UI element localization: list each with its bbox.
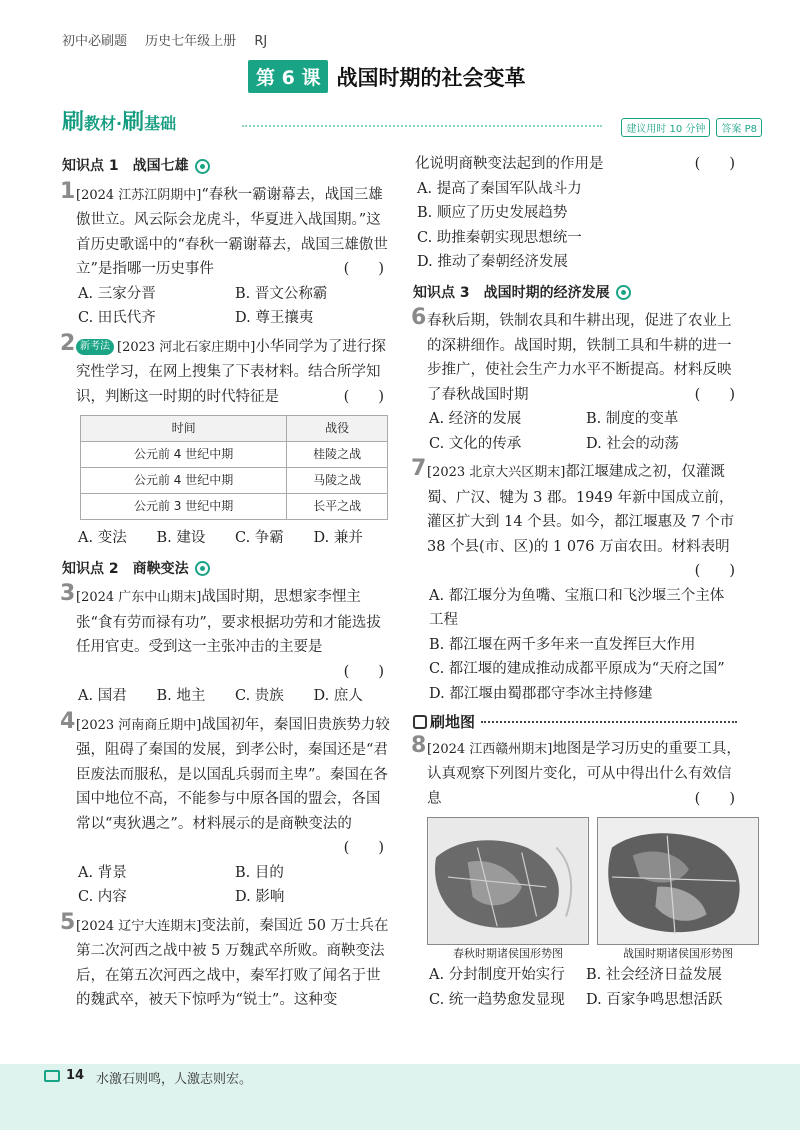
answer-blank[interactable]: ( ) <box>694 156 735 172</box>
question-text: 变法前，秦国近 50 万士兵在第二次河西之战中被 5 万魏武卒所败。商鞅变法后，在第五次河西之战中，秦军打败了闻名于世的魏武卒，被天下惊呼为“锐士”。这种变 <box>76 917 389 1008</box>
answer-blank[interactable]: ( ) <box>694 386 735 403</box>
options <box>76 526 392 551</box>
options <box>76 861 392 910</box>
option-d[interactable]: D. 社会的动荡 <box>586 435 679 452</box>
options <box>76 684 392 709</box>
option-b[interactable]: B. 地主 <box>156 688 206 704</box>
option-b[interactable]: B. 顺应了历史发展趋势 <box>417 205 568 221</box>
question-2 <box>60 330 392 551</box>
question-1 <box>60 178 392 331</box>
book-icon <box>44 1070 60 1082</box>
banner-char: 刷 <box>62 110 85 135</box>
option-d[interactable]: D. 推动了秦朝经济发展 <box>417 254 568 270</box>
edition: RJ <box>254 34 268 49</box>
option-d[interactable]: D. 兼并 <box>313 530 363 546</box>
question-number: 1 <box>60 178 76 204</box>
option-d[interactable]: D. 都江堰由蜀郡郡守李冰主持修建 <box>429 685 653 702</box>
option-a[interactable]: A. 国君 <box>78 688 127 704</box>
question-source: [2023 河北石家庄期中] <box>117 339 256 355</box>
option-c[interactable]: C. 贵族 <box>235 688 284 704</box>
option-a[interactable]: A. 背景 <box>78 864 127 881</box>
answer-blank[interactable]: ( ) <box>343 840 384 856</box>
option-b[interactable]: B. 目的 <box>235 864 284 881</box>
question-number: 5 <box>60 909 76 935</box>
banner-word: 基础 <box>144 114 177 133</box>
option-a[interactable]: A. 都江堰分为鱼嘴、宝瓶口和飞沙堰三个主体 <box>429 587 725 604</box>
banner-dot: · <box>116 114 123 133</box>
time-label <box>621 118 710 137</box>
map-spring-autumn <box>427 817 589 963</box>
target-icon <box>616 285 631 300</box>
table-row <box>81 442 388 468</box>
question-text: 战国时期，思想家李悝主张“食有劳而禄有功”，要求根据功劳和才能选拔任用官吏。受到这一主张冲击的主要是 <box>76 589 381 655</box>
page-number: 14 <box>66 1068 85 1083</box>
lesson-heading <box>248 60 525 93</box>
right-column <box>413 152 743 1014</box>
target-icon <box>195 561 210 576</box>
knowledge-point-2 <box>62 557 392 582</box>
target-icon <box>195 159 210 174</box>
map-section-label: 刷地图 <box>430 713 476 731</box>
options <box>76 282 392 331</box>
question-6 <box>411 305 743 456</box>
option-c[interactable]: C. 文化的传承 <box>429 435 522 452</box>
question-text: 春秋后期，铁制农具和牛耕出现，促进了农业上的深耕细作。战国时期，铁制工具和牛耕的进一步推广，使社会生产力水平不断提高。材料反映了春秋战国时期 <box>427 313 732 403</box>
option-c[interactable]: C. 助推秦朝实现思想统一 <box>417 229 582 246</box>
question-number: 3 <box>60 581 76 606</box>
table-cell: 公元前 4 世纪中期 <box>81 468 287 494</box>
question-5 <box>60 909 392 1013</box>
footer-motto: 水激石则鸣，人激志则宏。 <box>96 1072 253 1087</box>
knowledge-point-3 <box>413 281 743 306</box>
time-value: 10 分钟 <box>669 124 706 135</box>
lesson-number: 第 6 课 <box>248 60 328 93</box>
option-a[interactable]: A. 三家分晋 <box>78 285 156 302</box>
option-c[interactable]: C. 都江堰的建成推动成都平原成为“天府之国” <box>429 661 725 677</box>
banner-divider <box>242 125 602 127</box>
question-3 <box>60 581 392 709</box>
new-method-badge: 新考法 <box>76 339 114 355</box>
lesson-title: 战国时期的社会变革 <box>336 65 526 90</box>
option-c[interactable]: C. 内容 <box>78 889 127 905</box>
table-cell: 马陵之战 <box>287 468 388 494</box>
question-5-continued <box>413 152 743 275</box>
banner-word: 教材 <box>84 114 117 133</box>
question-number: 2 <box>60 330 76 356</box>
question-source: [2023 北京大兴区期末] <box>427 465 566 480</box>
table-row <box>81 468 388 494</box>
option-d[interactable]: D. 百家争鸣思想活跃 <box>586 991 723 1008</box>
left-column <box>62 152 392 1015</box>
book-header <box>62 30 281 49</box>
answer-page: P8 <box>744 124 757 135</box>
kp-title: 知识点 3 战国时期的经济发展 <box>413 284 610 301</box>
option-b[interactable]: B. 建设 <box>156 530 206 546</box>
question-number: 6 <box>411 305 427 330</box>
series-name: 初中必刷题 <box>62 34 128 49</box>
question-source: [2024 江西赣州期末] <box>427 741 553 757</box>
question-source: [2024 江苏江阴期中] <box>76 187 202 203</box>
options <box>415 177 743 275</box>
table-row <box>81 494 388 520</box>
map-image <box>597 817 759 945</box>
question-number: 8 <box>411 732 427 758</box>
option-a[interactable]: A. 变法 <box>78 530 127 546</box>
question-8 <box>411 732 743 1013</box>
map-caption: 春秋时期诸侯国形势图 <box>453 947 563 960</box>
map-warring-states <box>597 817 759 963</box>
time-text: 建议用时 <box>626 124 667 135</box>
answer-blank[interactable]: ( ) <box>343 261 384 277</box>
question-text: “春秋一霸谢幕去，战国三雄傲世立。风云际会龙虎斗，华夏进入战国期。”这首历史歌谣中的“春秋一霸谢幕去，战国三雄傲世立”是指哪一历史事件 <box>76 186 388 277</box>
option-b[interactable]: B. 都江堰在两千多年来一直发挥巨大作用 <box>429 636 696 653</box>
options <box>427 407 743 456</box>
option-c[interactable]: C. 统一趋势愈发显现 <box>429 991 565 1008</box>
knowledge-point-1 <box>62 154 392 179</box>
maps-row <box>427 817 743 963</box>
table-cell: 长平之战 <box>287 494 388 520</box>
map-book-icon <box>413 715 427 729</box>
table-cell: 公元前 3 世纪中期 <box>81 494 287 520</box>
answer-label <box>716 118 762 137</box>
banner-meta <box>621 118 762 137</box>
banner-title <box>62 105 176 136</box>
table-header <box>81 416 388 442</box>
answer-blank[interactable]: ( ) <box>343 663 384 680</box>
kp-title: 知识点 2 商鞅变法 <box>62 560 189 577</box>
banner-char: 刷 <box>122 110 145 135</box>
answer-text: 答案 <box>721 124 742 135</box>
question-source: [2024 辽宁大连期末] <box>76 918 202 934</box>
option-a-cont[interactable]: 工程 <box>429 612 458 628</box>
question-text: 化说明商鞅变法起到的作用是 <box>415 156 604 172</box>
section-divider <box>481 721 737 723</box>
option-d[interactable]: D. 影响 <box>235 889 285 905</box>
page-footer <box>0 1064 800 1130</box>
question-text: 地图是学习历史的重要工具，认真观察下列图片变化，可从中得出什么有效信息 <box>427 740 741 807</box>
battle-table <box>80 415 388 520</box>
question-number: 7 <box>411 456 427 481</box>
answer-blank[interactable]: ( ) <box>694 563 735 579</box>
table-cell: 公元前 4 世纪中期 <box>81 442 287 468</box>
option-c[interactable]: C. 田氏代齐 <box>78 310 156 326</box>
answer-blank[interactable]: ( ) <box>343 388 384 405</box>
answer-blank[interactable]: ( ) <box>694 790 735 807</box>
map-caption: 战国时期诸侯国形势图 <box>623 947 733 960</box>
col-battle: 战役 <box>287 416 388 442</box>
option-d[interactable]: D. 尊王攘夷 <box>235 310 314 326</box>
option-c[interactable]: C. 争霸 <box>235 530 284 546</box>
option-a[interactable]: A. 分封制度开始实行 <box>429 967 565 983</box>
map-section-title <box>413 710 743 735</box>
question-text: 小华同学为了进行探究性学习，在网上搜集了下表材料。结合所学知识，判断这一时期的时代特征是 <box>76 338 386 405</box>
col-time: 时间 <box>81 416 287 442</box>
table-cell: 桂陵之战 <box>287 442 388 468</box>
options <box>427 584 743 707</box>
option-b[interactable]: B. 晋文公称霸 <box>235 285 328 302</box>
book-name: 历史七年级上册 <box>145 34 237 49</box>
option-b[interactable]: B. 制度的变革 <box>586 411 679 427</box>
kp-title: 知识点 1 战国七雄 <box>62 158 189 174</box>
question-4 <box>60 708 392 910</box>
question-number: 4 <box>60 708 76 734</box>
section-banner <box>62 105 762 143</box>
question-source: [2024 广东中山期末] <box>76 590 202 605</box>
question-source: [2023 河南商丘期中] <box>76 717 202 733</box>
option-b[interactable]: B. 社会经济日益发展 <box>586 967 722 983</box>
question-7 <box>411 456 743 706</box>
option-d[interactable]: D. 庶人 <box>313 688 363 704</box>
question-text: 战国初年，秦国旧贵族势力较强，阻碍了秦国的发展，到孝公时，秦国还是“君臣废法而服私，是以国乱兵弱而主卑”。秦国在各国中地位不高，不能参与中原各国的盟会，各国常以“夷狄遇之”。材料展示的是商鞅变法的 <box>76 716 390 832</box>
options <box>427 963 743 1012</box>
option-a[interactable]: A. 经济的发展 <box>429 411 522 427</box>
map-image <box>427 817 589 945</box>
question-text: 都江堰建成之初，仅灌溉蜀、广汉、犍为 3 郡。1949 年新中国成立前，灌区扩大到 14 个县。如今，都江堰惠及 7 个市 38 个县(市、区)的 1 076 万亩农田。材料表明 <box>427 464 735 555</box>
option-a[interactable]: A. 提高了秦国军队战斗力 <box>417 180 582 197</box>
